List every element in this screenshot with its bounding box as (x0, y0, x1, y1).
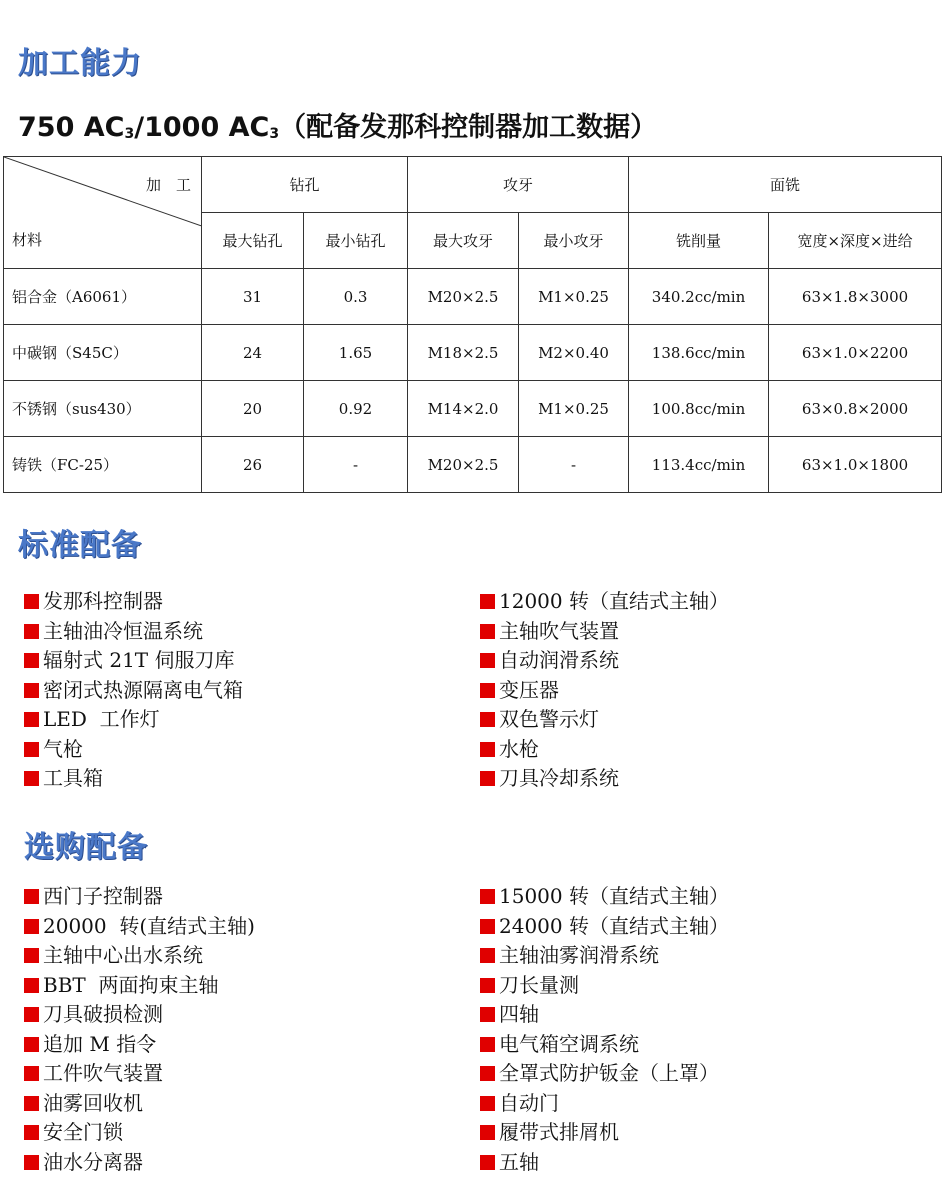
list-item-label: LED 工作灯 (43, 707, 160, 731)
list-item-label: 刀具破损检测 (43, 1002, 163, 1026)
list-item-label: 电气箱空调系统 (499, 1031, 639, 1056)
list-item-label: 12000 转（直结式主轴） (499, 589, 729, 613)
list-item (480, 1000, 729, 1030)
list-item (24, 1118, 255, 1148)
table-cell: M1×0.25 (519, 381, 629, 437)
list-item (480, 882, 729, 912)
table-row (4, 269, 942, 325)
table-header-row (4, 157, 942, 213)
subheader-cell: 最大钻孔 (202, 213, 304, 269)
list-item (480, 1030, 729, 1060)
bullet-square-icon (480, 948, 495, 963)
bullet-square-icon (24, 889, 39, 904)
group-header-tapping: 攻牙 (408, 157, 629, 213)
list-item (480, 705, 729, 735)
table-cell: 63×0.8×2000 (769, 381, 942, 437)
table-cell: 0.92 (304, 381, 408, 437)
list-item (480, 971, 729, 1001)
list-item-label: 刀具冷却系统 (499, 766, 619, 790)
list-item (24, 617, 243, 647)
bullet-square-icon (24, 978, 39, 993)
subheader-cell: 最小攻牙 (519, 213, 629, 269)
group-header-face-milling: 面铣 (629, 157, 942, 213)
table-cell: 63×1.0×1800 (769, 437, 942, 493)
material-cell: 不锈钢（sus430） (4, 381, 202, 437)
subtitle-model-b: /1000 AC (134, 112, 270, 143)
corner-process-label: 加 工 (145, 176, 191, 194)
bullet-square-icon (24, 653, 39, 668)
list-item (480, 1148, 729, 1178)
list-item-label: 工具箱 (43, 766, 103, 790)
list-item (24, 1089, 255, 1119)
bullet-square-icon (24, 1007, 39, 1022)
bullet-square-icon (480, 1037, 495, 1052)
table-cell: 20 (202, 381, 304, 437)
bullet-square-icon (480, 624, 495, 639)
table-cell: M18×2.5 (408, 325, 519, 381)
list-item-label: 辐射式 21T 伺服刀库 (43, 648, 235, 672)
table-cell: 26 (202, 437, 304, 493)
list-item-label: 安全门锁 (43, 1120, 123, 1144)
bullet-square-icon (24, 1066, 39, 1081)
capability-heading: 加工能力 (18, 46, 142, 81)
subheader-cell: 最小钻孔 (304, 213, 408, 269)
bullet-square-icon (24, 594, 39, 609)
subheader-cell: 铣削量 (629, 213, 769, 269)
table-cell: M1×0.25 (519, 269, 629, 325)
standard-equipment-heading: 标准配备 (18, 528, 142, 563)
list-item-label: 主轴中心出水系统 (43, 943, 203, 967)
list-item (480, 617, 729, 647)
bullet-square-icon (480, 742, 495, 757)
table-cell: M2×0.40 (519, 325, 629, 381)
list-item (480, 1089, 729, 1119)
subtitle-sub-a: 3 (124, 126, 135, 142)
material-cell: 铝合金（A6061） (4, 269, 202, 325)
list-item-label: 主轴油冷恒温系统 (43, 618, 203, 643)
material-cell: 铸铁（FC-25） (4, 437, 202, 493)
bullet-square-icon (480, 919, 495, 934)
list-item-label: 变压器 (499, 677, 559, 702)
list-item (480, 941, 729, 971)
list-item (480, 646, 729, 676)
table-cell: 24 (202, 325, 304, 381)
list-item-label: 四轴 (499, 1002, 539, 1026)
list-item-label: 五轴 (499, 1149, 539, 1174)
list-item (480, 1059, 729, 1089)
bullet-square-icon (24, 624, 39, 639)
list-item (24, 1148, 255, 1178)
table-cell: 138.6cc/min (629, 325, 769, 381)
bullet-square-icon (480, 771, 495, 786)
list-item-label: 油雾回收机 (43, 1090, 143, 1115)
table-cell: M20×2.5 (408, 269, 519, 325)
bullet-square-icon (24, 1155, 39, 1170)
list-item-label: 20000 转(直结式主轴) (43, 913, 255, 938)
list-item-label: 15000 转（直结式主轴） (499, 884, 729, 908)
list-item (24, 882, 255, 912)
bullet-square-icon (480, 889, 495, 904)
list-item-label: 密闭式热源隔离电气箱 (43, 677, 243, 702)
standard-left-list (24, 587, 243, 794)
optional-left-list (24, 882, 255, 1177)
bullet-square-icon (24, 1037, 39, 1052)
capability-table (3, 156, 942, 493)
material-cell: 中碳钢（S45C） (4, 325, 202, 381)
bullet-square-icon (24, 712, 39, 727)
table-cell: 0.3 (304, 269, 408, 325)
bullet-square-icon (480, 1096, 495, 1111)
list-item (24, 912, 255, 942)
standard-right-list (480, 587, 729, 794)
list-item-label: 主轴油雾润滑系统 (499, 943, 659, 967)
table-cell: 100.8cc/min (629, 381, 769, 437)
bullet-square-icon (24, 1096, 39, 1111)
list-item-label: 追加 M 指令 (43, 1031, 157, 1056)
list-item-label: 西门子控制器 (43, 884, 163, 908)
list-item (24, 735, 243, 765)
bullet-square-icon (24, 1125, 39, 1140)
bullet-square-icon (480, 978, 495, 993)
table-subtitle (18, 105, 657, 144)
bullet-square-icon (24, 771, 39, 786)
list-item (24, 971, 255, 1001)
table-row (4, 325, 942, 381)
bullet-square-icon (24, 742, 39, 757)
list-item (24, 1059, 255, 1089)
list-item-label: 发那科控制器 (43, 589, 163, 613)
bullet-square-icon (480, 1155, 495, 1170)
table-cell: 340.2cc/min (629, 269, 769, 325)
table-corner-cell (4, 157, 202, 269)
bullet-square-icon (480, 1007, 495, 1022)
bullet-square-icon (480, 683, 495, 698)
bullet-square-icon (24, 919, 39, 934)
table-cell: 1.65 (304, 325, 408, 381)
list-item (480, 735, 729, 765)
list-item-label: 主轴吹气装置 (499, 618, 619, 643)
list-item (24, 587, 243, 617)
subheader-cell: 宽度×深度×进给 (769, 213, 942, 269)
list-item (24, 646, 243, 676)
list-item (480, 676, 729, 706)
optional-equipment-heading: 选购配备 (24, 830, 148, 865)
list-item-label: 履带式排屑机 (499, 1120, 619, 1144)
table-row (4, 437, 942, 493)
list-item-label: 气枪 (43, 736, 83, 761)
bullet-square-icon (480, 594, 495, 609)
subtitle-model-a: 750 AC (18, 112, 125, 143)
table-cell: - (519, 437, 629, 493)
optional-right-list (480, 882, 729, 1177)
list-item-label: 24000 转（直结式主轴） (499, 913, 729, 938)
bullet-square-icon (480, 712, 495, 727)
bullet-square-icon (480, 653, 495, 668)
bullet-square-icon (24, 683, 39, 698)
list-item-label: 刀长量测 (499, 972, 579, 997)
list-item (24, 1030, 255, 1060)
list-item-label: BBT 两面拘束主轴 (43, 972, 219, 997)
bullet-square-icon (480, 1066, 495, 1081)
list-item (24, 705, 243, 735)
list-item (24, 676, 243, 706)
list-item (24, 764, 243, 794)
bullet-square-icon (24, 948, 39, 963)
table-row (4, 381, 942, 437)
list-item-label: 双色警示灯 (499, 707, 599, 731)
list-item (480, 912, 729, 942)
subtitle-note: （配备发那科控制器加工数据） (279, 112, 658, 143)
subtitle-sub-b: 3 (269, 126, 280, 142)
list-item-label: 水枪 (499, 736, 539, 761)
list-item (24, 941, 255, 971)
list-item-label: 全罩式防护钣金（上罩） (499, 1061, 719, 1085)
list-item-label: 自动门 (499, 1090, 559, 1115)
list-item-label: 工件吹气装置 (43, 1061, 163, 1085)
group-header-drilling: 钻孔 (202, 157, 408, 213)
table-cell: - (304, 437, 408, 493)
list-item (480, 587, 729, 617)
subheader-cell: 最大攻牙 (408, 213, 519, 269)
table-cell: M20×2.5 (408, 437, 519, 493)
list-item (24, 1000, 255, 1030)
corner-material-label: 材料 (12, 231, 43, 249)
list-item (480, 764, 729, 794)
list-item-label: 自动润滑系统 (499, 648, 619, 672)
list-item-label: 油水分离器 (43, 1149, 143, 1174)
table-cell: 31 (202, 269, 304, 325)
table-cell: M14×2.0 (408, 381, 519, 437)
list-item (480, 1118, 729, 1148)
bullet-square-icon (480, 1125, 495, 1140)
table-cell: 63×1.8×3000 (769, 269, 942, 325)
table-cell: 113.4cc/min (629, 437, 769, 493)
table-cell: 63×1.0×2200 (769, 325, 942, 381)
